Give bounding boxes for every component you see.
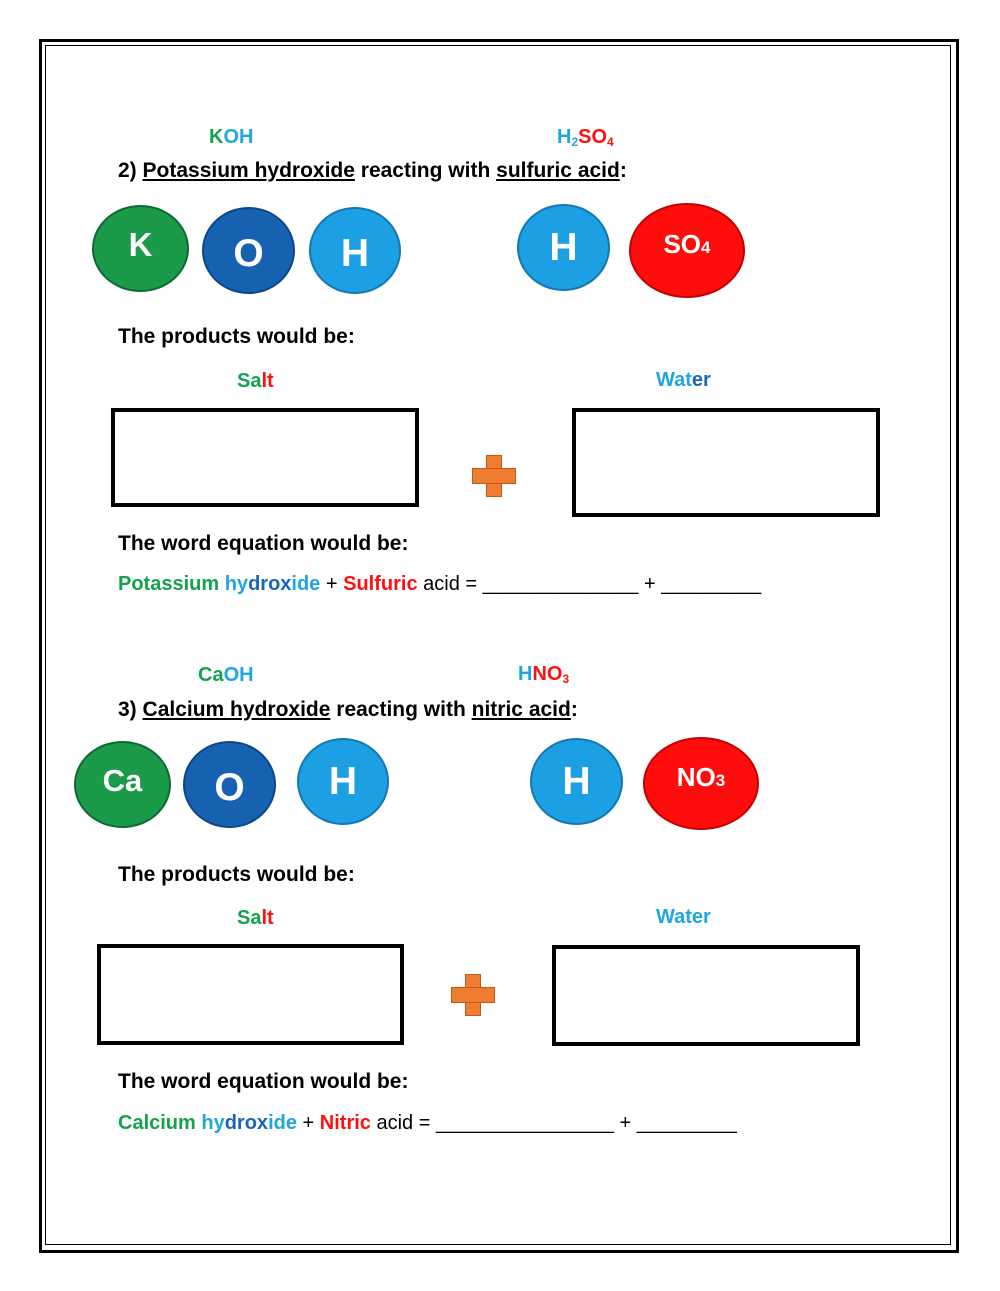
formula-so: SO: [578, 126, 608, 148]
eq-blank-salt[interactable]: ________________: [435, 1112, 614, 1134]
formula-sub-4: 4: [607, 135, 614, 149]
formula-sub-3: 3: [562, 672, 570, 686]
acid-name: sulfuric acid: [496, 159, 620, 182]
eq-blank-salt[interactable]: ______________: [482, 573, 639, 595]
salt-label-part: Sa: [237, 907, 262, 929]
heading-middle: reacting with: [336, 698, 466, 721]
ion-no3[interactable]: [643, 737, 759, 830]
ion-label: SO: [663, 229, 702, 259]
eq-base-part: drox: [248, 573, 292, 595]
base-name: Potassium hydroxide: [142, 159, 355, 182]
eq-base-part: hy: [201, 1112, 225, 1134]
eq-plus: +: [325, 573, 338, 595]
water-answer-box[interactable]: [552, 945, 860, 1046]
atom-ca[interactable]: [74, 741, 171, 828]
ion-so4[interactable]: [629, 203, 745, 298]
salt-label-part: lt: [261, 907, 274, 929]
salt-label-part: Sa: [237, 370, 262, 392]
atom-label: H: [340, 231, 370, 275]
heading-colon: :: [570, 698, 578, 721]
equation-label: The word equation would be:: [118, 1070, 409, 1093]
salt-answer-box[interactable]: [97, 944, 404, 1045]
heading-middle: reacting with: [360, 159, 491, 182]
heading-colon: :: [619, 159, 627, 182]
ion-subscript: 4: [701, 238, 711, 257]
ion-subscript: 3: [715, 771, 726, 790]
eq-plus: +: [619, 1112, 632, 1134]
eq-blank-water[interactable]: _________: [661, 573, 762, 595]
question-number: 2): [118, 159, 137, 182]
eq-base-part: hy: [224, 573, 249, 595]
eq-base-part: ide: [268, 1112, 297, 1134]
atom-label: H: [549, 225, 578, 269]
question-2-heading: [118, 159, 627, 183]
atom-h[interactable]: [297, 738, 389, 825]
atom-k[interactable]: [92, 205, 189, 292]
formula-ca: Ca: [198, 664, 224, 686]
atom-label: O: [214, 765, 245, 809]
formula-k: K: [209, 126, 224, 148]
word-equation: [118, 573, 761, 596]
plus-icon: [472, 455, 516, 497]
salt-label-part: lt: [261, 370, 274, 392]
water-label: Water: [656, 906, 711, 928]
salt-label: [237, 370, 274, 393]
question-number: 3): [118, 698, 137, 721]
eq-base-part: ide: [291, 573, 321, 595]
formula-h: H: [557, 126, 572, 148]
word-equation: [118, 1112, 737, 1135]
atom-label: H: [328, 759, 358, 803]
atom-h-acid[interactable]: [530, 738, 623, 825]
atom-h[interactable]: [309, 207, 401, 294]
atom-label: K: [128, 225, 153, 263]
atom-label: H: [562, 759, 591, 803]
base-formula-koh: [209, 126, 253, 149]
eq-plus: +: [643, 573, 656, 595]
question-3-heading: [118, 698, 578, 722]
formula-h: H: [518, 663, 533, 685]
base-name: Calcium hydroxide: [142, 698, 331, 721]
salt-answer-box[interactable]: [111, 408, 419, 507]
eq-acid-word: Sulfuric: [343, 573, 418, 595]
acid-formula-h2so4: [557, 126, 614, 149]
water-label-part: er: [691, 369, 711, 391]
formula-sub-2: 2: [571, 135, 579, 149]
eq-base-part: drox: [224, 1112, 269, 1134]
plus-icon: [451, 974, 495, 1016]
salt-label: [237, 907, 274, 930]
atom-label: Ca: [102, 762, 143, 798]
equation-label: The word equation would be:: [118, 532, 409, 555]
water-label-part: Wat: [656, 369, 692, 391]
eq-acid-tail: acid =: [376, 1112, 431, 1134]
formula-oh: OH: [223, 664, 254, 686]
eq-acid-word: Nitric: [319, 1112, 371, 1134]
formula-oh: OH: [223, 126, 254, 148]
eq-blank-water[interactable]: _________: [636, 1112, 737, 1134]
atom-o[interactable]: [202, 207, 295, 294]
eq-acid-tail: acid =: [423, 573, 478, 595]
eq-plus: +: [302, 1112, 315, 1134]
base-formula-caoh: [198, 664, 254, 687]
products-label: The products would be:: [118, 325, 355, 348]
eq-base-word: Potassium: [118, 573, 220, 595]
ion-label: NO: [676, 762, 716, 792]
water-label: [656, 369, 711, 392]
formula-no: NO: [532, 663, 563, 685]
acid-formula-hno3: [518, 663, 569, 686]
water-answer-box[interactable]: [572, 408, 880, 517]
atom-label: O: [233, 231, 264, 275]
eq-base-word: Calcium: [118, 1112, 196, 1134]
acid-name: nitric acid: [471, 698, 571, 721]
atom-o[interactable]: [183, 741, 276, 828]
products-label: The products would be:: [118, 863, 355, 886]
atom-h-acid[interactable]: [517, 204, 610, 291]
